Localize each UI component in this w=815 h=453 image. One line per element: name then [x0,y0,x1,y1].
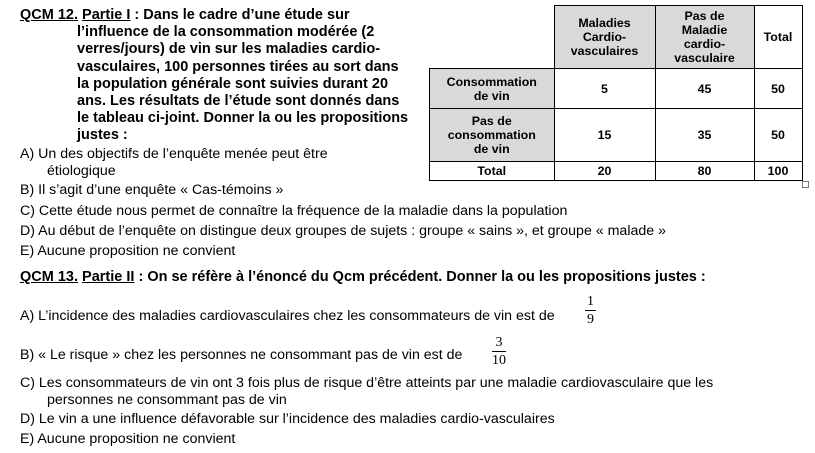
table-row-label-consumption: Consommation de vin [430,69,555,109]
qcm13-option-d[interactable]: D) Le vin a une influence défavorable sur l’incidence des maladies cardio-vasculaires [20,411,555,427]
qcm12-option-b[interactable]: B) Il s’agit d’une enquête « Cas-témoins » [20,182,284,198]
table-cell: 50 [754,109,802,162]
qcm12-stem [20,7,420,145]
table-corner [430,6,555,69]
qcm13-stem [20,269,706,286]
qcm12-part: Partie I [82,7,131,23]
table-header-no-cvd: Pas de Maladie cardio- vasculaire [655,6,754,69]
qcm13-stem-text: : On se réfère à l’énoncé du Qcm précédent. Donner la ou les propositions justes : [134,269,706,285]
table-cell: 35 [655,109,754,162]
table-row-label-total: Total [430,162,555,181]
contingency-table [429,5,803,181]
qcm12-number: QCM 12. [20,7,79,23]
table-cell: 80 [655,162,754,181]
qcm13-option-b[interactable]: B) « Le risque » chez les personnes ne consommant pas de vin est de [20,347,463,363]
table-cell: 50 [754,69,802,109]
qcm12-stem-line: vasculaires, 100 personnes tirées au sort dans [77,58,399,75]
table-cell: 5 [554,69,655,109]
qcm12-stem-line1: : Dans le cadre d’une étude sur [130,7,350,23]
qcm12-stem-line: l’influence de la consommation modérée (2 [77,24,375,41]
table-cell: 20 [554,162,655,181]
qcm12-option-a[interactable]: A) Un des objectifs de l’enquête menée peut être étiologique [20,146,328,179]
qcm12-stem-line: justes : [77,127,128,144]
table-cell: 45 [655,69,754,109]
qcm12-option-c[interactable]: C) Cette étude nous permet de connaître la fréquence de la maladie dans la population [20,203,568,219]
table-header-total: Total [754,6,802,69]
table-cell: 15 [554,109,655,162]
qcm12-option-e[interactable]: E) Aucune proposition ne convient [20,243,236,259]
qcm13-part: Partie II [82,269,135,285]
fraction-one-ninth: 1 9 [587,294,594,327]
qcm12-stem-line: ans. Les résultats de l’étude sont donnés dans [77,93,400,110]
qcm12-stem-line: verres/jours) de vin sur les maladies cardio- [77,41,381,58]
qcm13-option-c[interactable]: C) Les consommateurs de vin ont 3 fois plus de risque d’être atteints par une maladie cardiovasculaire que les personnes ne consommant pas de vin [20,375,714,408]
qcm13-option-e[interactable]: E) Aucune proposition ne convient [20,431,236,447]
qcm13-option-a[interactable]: A) L’incidence des maladies cardiovasculaires chez les consommateurs de vin est de [20,308,555,324]
qcm13-number: QCM 13. [20,269,79,285]
small-square-marker [802,181,809,188]
qcm12-stem-line: le tableau ci-joint. Donner la ou les propositions [77,110,409,127]
qcm12-option-d[interactable]: D) Au début de l’enquête on distingue deux groupes de sujets : groupe « sains », et groupe « malade » [20,223,666,239]
fraction-three-tenths: 3 10 [492,335,506,368]
qcm12-stem-line: la population générale sont suivies durant 20 [77,75,389,92]
table-row-label-no-consumption: Pas de consommation de vin [430,109,555,162]
table-header-cvd: Maladies Cardio- vasculaires [554,6,655,69]
table-cell: 100 [754,162,802,181]
